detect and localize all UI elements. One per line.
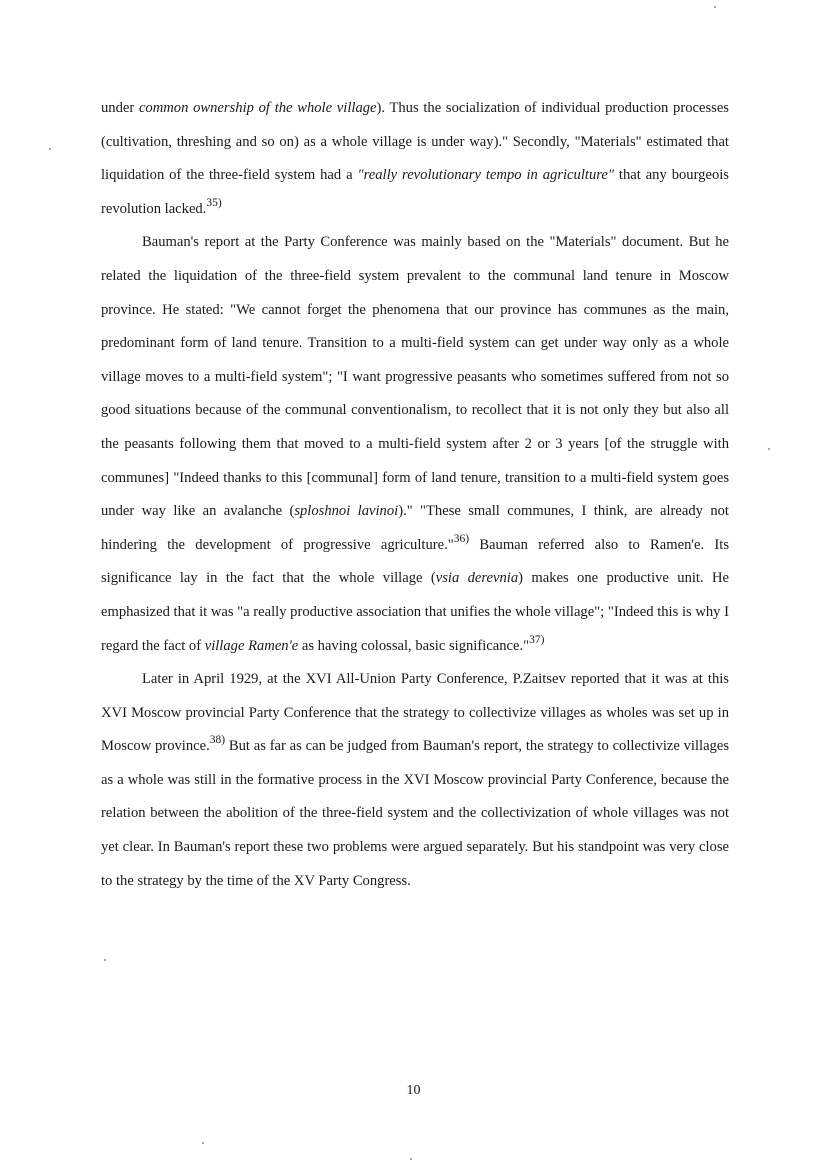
footnote-ref: 35) — [206, 196, 222, 209]
text-run: Bauman referred also to Ramen'e. Its significance lay in the fact that the whole village ( — [101, 536, 730, 587]
italic-text: "really revolutionary tempo in agriculture" — [357, 167, 614, 184]
scan-speck — [104, 959, 106, 961]
italic-text: common ownership of the whole village — [138, 100, 377, 116]
paragraph-1 — [101, 92, 729, 226]
paragraph-2 — [101, 226, 729, 663]
text-run: Bauman's report at the Party Conference was mainly based on the "Materials" document. But he related the liquidation of the three-field system prevalent to the communal land tenure in Moscow province. He stated: "We cannot forget the phenomena that our province has communes as the main, predominant form of land tenure. Transition to a multi-field system can get under way only as a whole village moves to a multi-field system"; "I want progressive peasants who sometimes suffered from not so good situations because of the communal conventionalism, to recollect that it is not only they but also all the peasants following them that moved to a multi-field system after 2 or 3 years [of the struggle with communes] "Indeed thanks to this [communal] form of land tenure, transition to a multi-field system goes under way like an avalanche ( — [101, 234, 729, 520]
text-run: as having colossal, basic significance." — [298, 637, 530, 654]
scan-speck — [410, 1158, 412, 1160]
scan-speck — [202, 1142, 204, 1144]
italic-text: sploshnoi lavinoi — [294, 503, 399, 520]
page-number: 10 — [406, 1083, 421, 1098]
paragraph-3 — [101, 663, 729, 898]
text-run: ) makes one productive unit. He emphasized that it was "a really productive association that unifies the whole village"; "Indeed this is why I regard the fact of — [101, 570, 730, 654]
text-run: )." "These small communes, I think, are already not hindering the development of progressive agriculture." — [101, 503, 729, 553]
text-run: Later in April 1929, at the XVI All-Union Party Conference, P.Zaitsev reported that it was at this XVI Moscow provincial Party Conference that the strategy to collectivize villages as wholes was set up in Moscow province. — [101, 671, 729, 755]
document-body — [101, 92, 729, 898]
italic-text: village Ramen'e — [204, 637, 299, 654]
text-run: But as far as can be judged from Bauman's report, the strategy to collectivize villages as a whole was still in the formative process in the XVI Moscow provincial Party Conference, because the relation between the abolition of the three-field system and the collectivization of whole villages was not yet clear. In Bauman's report these two problems were argued separately. But his standpoint was very close to the strategy by the time of the XV Party Congress. — [101, 738, 729, 889]
footnote-ref: 36) — [453, 532, 470, 545]
scan-speck — [714, 6, 716, 8]
text-run: ). Thus the socialization of individual production processes (cultivation, threshing and so on) as a whole village is under way)." Secondly, "Materials" estimated that liquidation of the three-field system had a — [101, 100, 729, 184]
footnote-ref: 38) — [209, 734, 226, 747]
footnote-ref: 37) — [529, 633, 545, 646]
text-run: under — [101, 100, 139, 116]
italic-text: vsia derevnia — [435, 570, 519, 587]
scan-speck — [768, 448, 770, 450]
scan-speck — [49, 148, 51, 150]
text-run: that any bourgeois revolution lacked. — [101, 167, 729, 217]
